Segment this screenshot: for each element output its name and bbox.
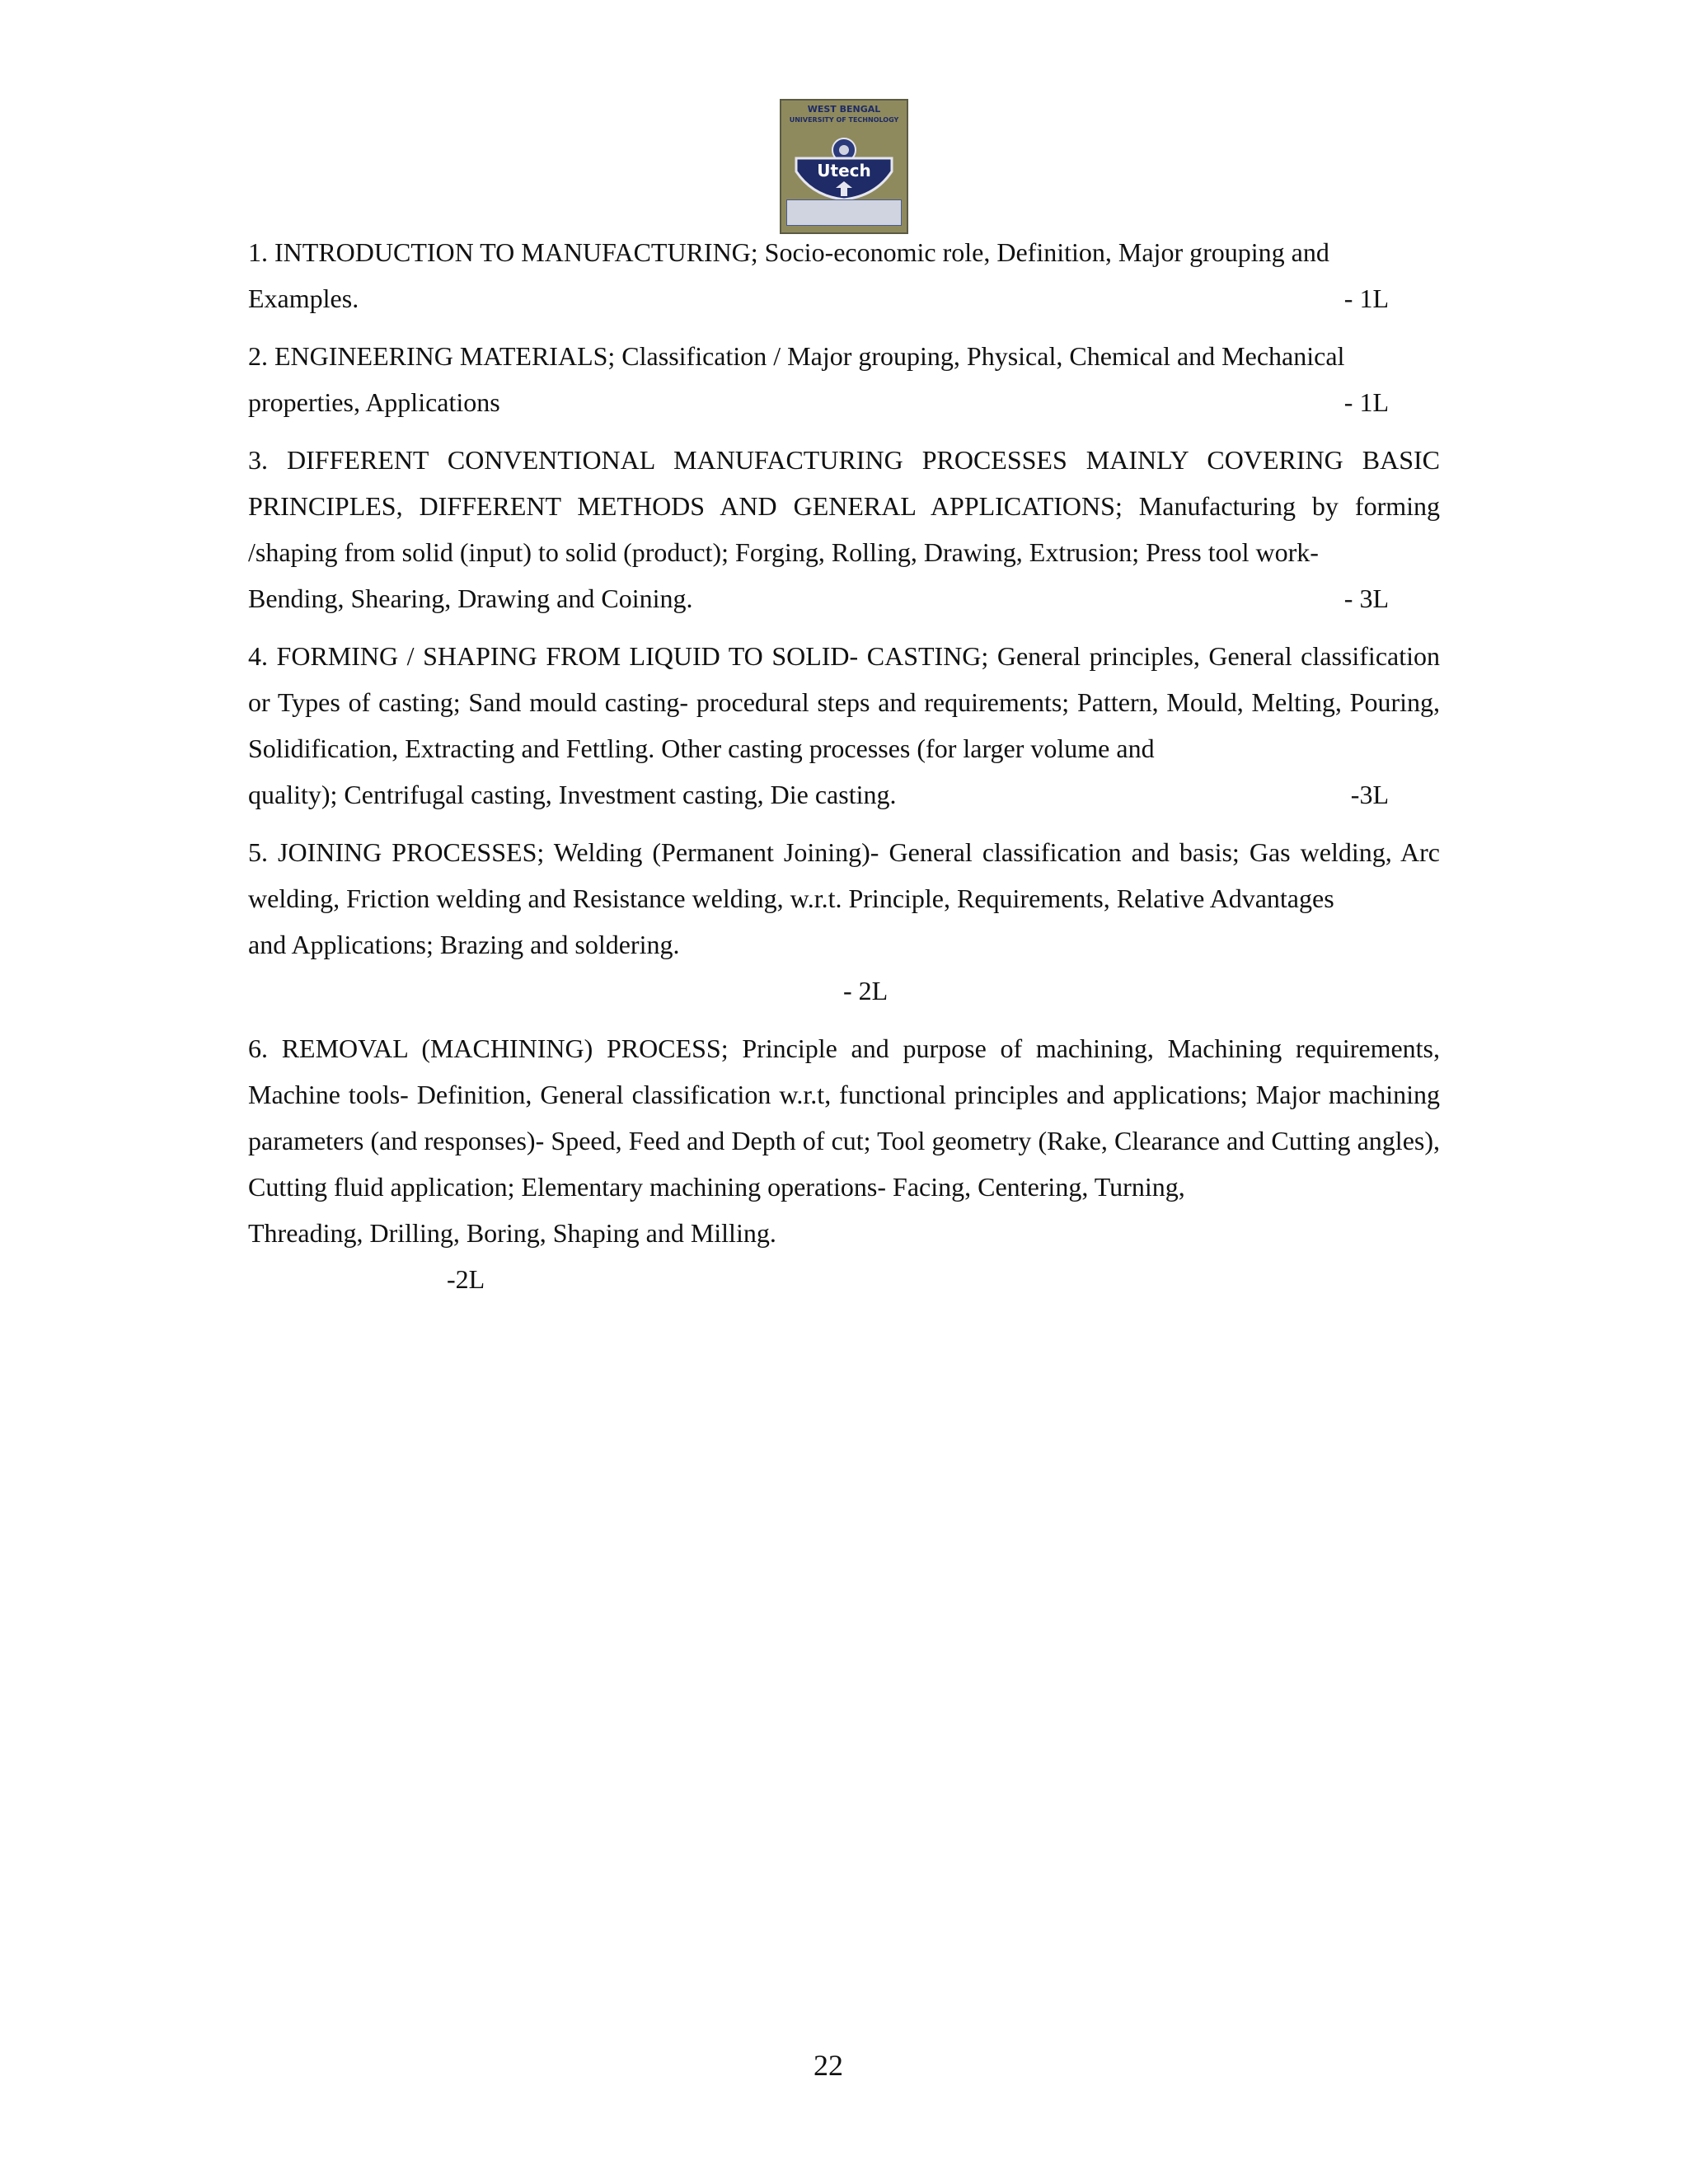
shield-icon (793, 130, 895, 201)
section-last-line (248, 379, 1440, 425)
lecture-hours-line (248, 1256, 1440, 1302)
section-body: 6. REMOVAL (MACHINING) PROCESS; Principle and purpose of machining, Machining requirements, Machine tools- Definition, General classification w.r.t, functional principles and applications; Major machining parameters (and responses)- Speed, Feed and Depth of cut; Tool geometry (Rake, Clearance and Cutting angles), Cutting fluid application; Elementary machining operations- Facing, Centering, Turning, (248, 1033, 1440, 1202)
section-last-text: Examples. (248, 284, 359, 313)
section-last-text: Threading, Drilling, Boring, Shaping and Milling. (248, 1218, 776, 1248)
syllabus-section-3 (248, 437, 1440, 621)
section-last-line (248, 771, 1440, 818)
lecture-hours: -2L (447, 1264, 485, 1294)
section-last-text: quality); Centrifugal casting, Investment casting, Die casting. (248, 780, 897, 809)
section-last-line (248, 921, 1440, 968)
syllabus-section-1 (248, 229, 1440, 321)
lecture-hours: -3L (1350, 780, 1389, 809)
syllabus-section-6 (248, 1025, 1440, 1256)
syllabus-section-2 (248, 333, 1440, 425)
section-body: 3. DIFFERENT CONVENTIONAL MANUFACTURING PROCESSES MAINLY COVERING BASIC PRINCIPLES, DIFFERENT METHODS AND GENERAL APPLICATIONS; Manufacturing by forming /shaping from solid (input) to solid (product); Forging, Rolling, Drawing, Extrusion; Press tool work- (248, 445, 1440, 567)
section-body: 2. ENGINEERING MATERIALS; Classification / Major grouping, Physical, Chemical and Mechanical (248, 341, 1345, 371)
lecture-hours: - 3L (1343, 583, 1389, 613)
university-logo (780, 99, 908, 234)
section-body: 5. JOINING PROCESSES; Welding (Permanent Joining)- General classification and basis; Gas welding, Arc welding, Friction welding and Resistance welding, w.r.t. Principle, Requirements, Relative Advantages (248, 837, 1440, 913)
syllabus-section-5 (248, 829, 1440, 968)
logo-institution-line1: WEST BENGAL (807, 104, 881, 115)
section-last-text: properties, Applications (248, 387, 500, 417)
page-number: 22 (814, 2049, 843, 2082)
section-last-line (248, 575, 1440, 621)
lecture-hours: - 1L (1343, 387, 1389, 417)
section-body: 4. FORMING / SHAPING FROM LIQUID TO SOLID- CASTING; General principles, General classification or Types of casting; Sand mould casting- procedural steps and requirements; Pattern, Mould, Melting, Pouring, Solidification, Extracting and Fettling. Other casting processes (for larger volume and (248, 641, 1440, 763)
section-last-line (248, 1210, 1440, 1256)
lecture-hours: - 1L (1343, 284, 1389, 313)
logo-institution-line2: UNIVERSITY OF TECHNOLOGY (789, 116, 899, 124)
section-last-text: and Applications; Brazing and soldering. (248, 930, 680, 959)
section-body: 1. INTRODUCTION TO MANUFACTURING; Socio-economic role, Definition, Major grouping and (248, 237, 1329, 267)
logo-ribbon (786, 199, 902, 226)
section-last-line (248, 275, 1440, 321)
lecture-hours-line (248, 968, 1440, 1014)
syllabus-section-4 (248, 633, 1440, 818)
syllabus-content (248, 229, 1440, 1314)
lecture-hours: - 2L (843, 976, 889, 1005)
logo-shield-text: Utech (817, 161, 871, 180)
section-last-text: Bending, Shearing, Drawing and Coining. (248, 583, 693, 613)
